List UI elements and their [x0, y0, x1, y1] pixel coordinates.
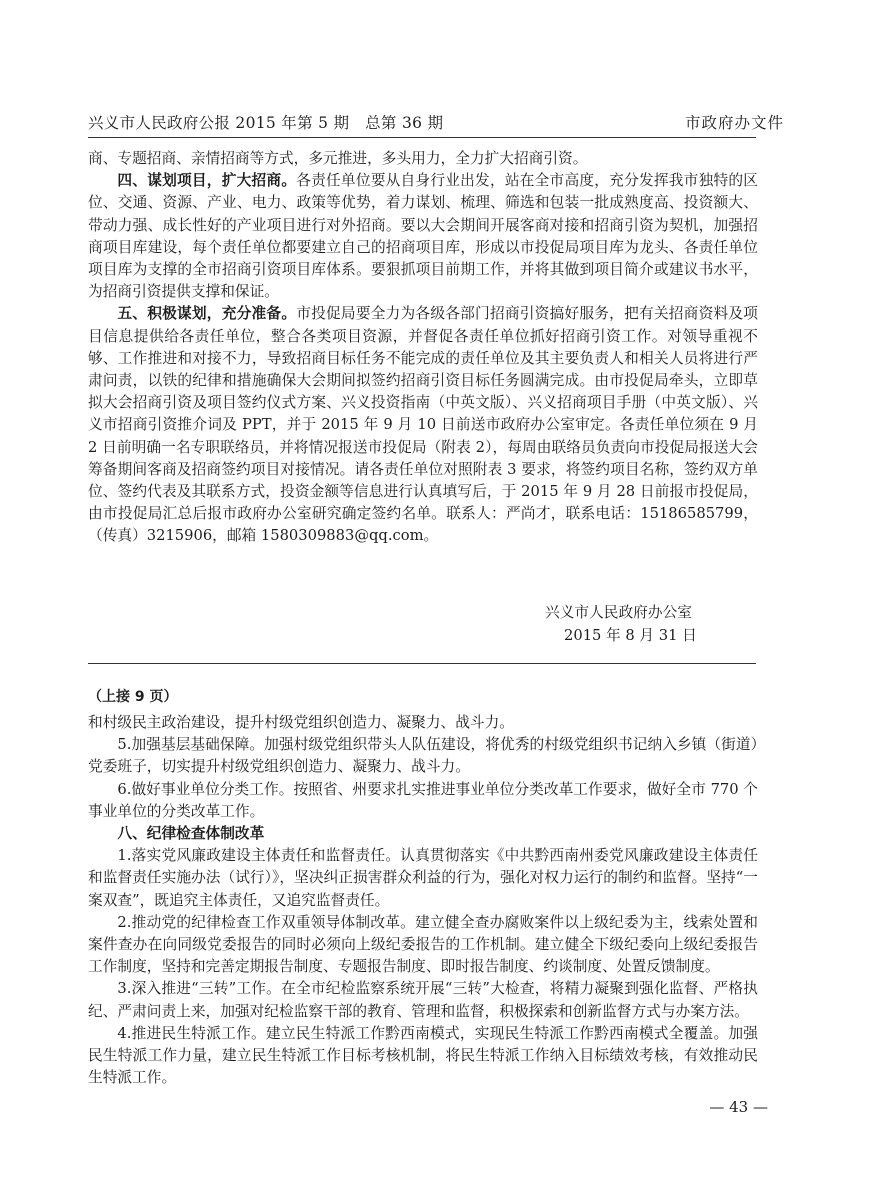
paragraph-text: 市投促局要全力为各级各部门招商引资搞好服务，把有关招商资料及项目信息提供给各责任单位，整合各类项目资源，并督促各责任单位抓好招商引资工作。对领导重视不够、工作推进和对接不力，导致招商目标任务不能完成的责任单位及其主要负责人和相关人员将进行严肃问责，以铁的纪律和措施确保大会期间拟签约招商引资目标任务圆满完成。由市投促局牵头，立即草拟大会招商引资及项目签约仪式方案、兴义投资指南（中英文版）、兴义招商项目手册（中英文版）、兴义市招商引资推介词及 PPT，并于 2015 年 9 月 10 日前送市政府办公室审定。各责任单位须在 9 月 2 日前明确一名专职联络员，并将情况报送市投促局（附表 2），每周由联络员负责向市投促局报送大会筹备期间客商及招商签约项目对接情况。请各责任单位对照附表 3 要求，将签约项目名称，签约双方单位、签约代表及其联系方式，投资金额等信息进行认真填写后，于 2015 年 9 月 28 日前报市投促局，由市投促局汇总后报市政府办公室研究确定签约名单。联系人：严尚才，联系电话：15186585799，（传真）3215906，邮箱 1580309883@qq.com。: [88, 305, 758, 545]
signature-date: 2015 年 8 月 31 日: [564, 627, 697, 644]
top-article-body: [88, 148, 758, 548]
bottom-article-body: [88, 712, 758, 1089]
paragraph-plan-projects: [88, 170, 758, 303]
section-header-label: 市政府办文件: [684, 114, 784, 132]
paragraph-continued: 商、专题招商、亲情招商等方式，多元推进，多头用力，全力扩大招商引资。: [88, 150, 588, 167]
list-item: 6.做好事业单位分类工作。按照省、州要求扎实推进事业单位分类改革工作要求，做好全市 770 个事业单位的分类改革工作。: [88, 780, 758, 820]
signature-org: 兴义市人民政府办公室: [545, 604, 692, 621]
page-number: — 43 —: [709, 1098, 768, 1116]
header-rule: [88, 137, 756, 138]
section-divider: [88, 663, 756, 664]
list-item: 1.落实党风廉政建设主体责任和监督责任。认真贯彻落实《中共黔西南州委党风廉政建设主体责任和监督责任实施办法（试行）》，坚决纠正损害群众利益的行为，强化对权力运行的制约和监督。坚持“一案双查”，既追究主体责任，又追究监督责任。: [88, 847, 758, 909]
paragraph-continued: 和村级民主政治建设，提升村级党组织创造力、凝聚力、战斗力。: [88, 714, 514, 731]
continued-from-label: （上接 9 页）: [88, 689, 178, 705]
paragraph-text: 各责任单位要从自身行业出发，站在全市高度，充分发挥我市独特的区位、交通、资源、产业、电力、政策等优势，着力谋划、梳理、筛选和包装一批成熟度高、投资额大、带动力强、成长性好的产业项目进行对外招商。要以大会期间开展客商对接和招商引资为契机，加强招商项目库建设，每个责任单位都要建立自己的招商项目库，形成以市投促局项目库为龙头、各责任单位项目库为支撑的全市招商引资项目库体系。要狠抓项目前期工作，并将其做到项目简介或建议书水平，为招商引资提供支撑和保证。: [88, 172, 758, 301]
list-item: 4.推进民生特派工作。建立民生特派工作黔西南模式，实现民生特派工作黔西南模式全覆盖。加强民生特派工作力量，建立民生特派工作目标考核机制，将民生特派工作纳入目标绩效考核，有效推动民生特派工作。: [88, 1024, 758, 1087]
list-item: 2.推动党的纪律检查工作双重领导体制改革。建立健全查办腐败案件以上级纪委为主，线索处置和案件查办在向同级党委报告的同时必须向上级纪委报告的工作机制。建立健全下级纪委向上级纪委报告工作制度，坚持和完善定期报告制度、专题报告制度、即时报告制度、约谈制度、处置反馈制度。: [88, 913, 758, 976]
journal-header-title: 兴义市人民政府公报 2015 年第 5 期 总第 36 期: [88, 114, 444, 132]
paragraph-heading: 五、积极谋划，充分准备。: [117, 305, 297, 323]
list-item: 3.深入推进“三转”工作。在全市纪检监察系统开展“三转”大检查，将精力凝聚到强化监督、严格执纪、严肃问责上来，加强对纪检监察干部的教育、管理和监督，积极探索和创新监督方式与办案方法。: [88, 980, 758, 1020]
paragraph-prepare: [88, 303, 758, 547]
list-item: 5.加强基层基础保障。加强村级党组织带头人队伍建设，将优秀的村级党组织书记纳入乡镇（街道）党委班子，切实提升村级党组织创造力、凝聚力、战斗力。: [88, 736, 758, 776]
paragraph-heading: 四、谋划项目，扩大招商。: [117, 172, 297, 190]
section-heading: 八、纪律检查体制改革: [117, 825, 265, 843]
